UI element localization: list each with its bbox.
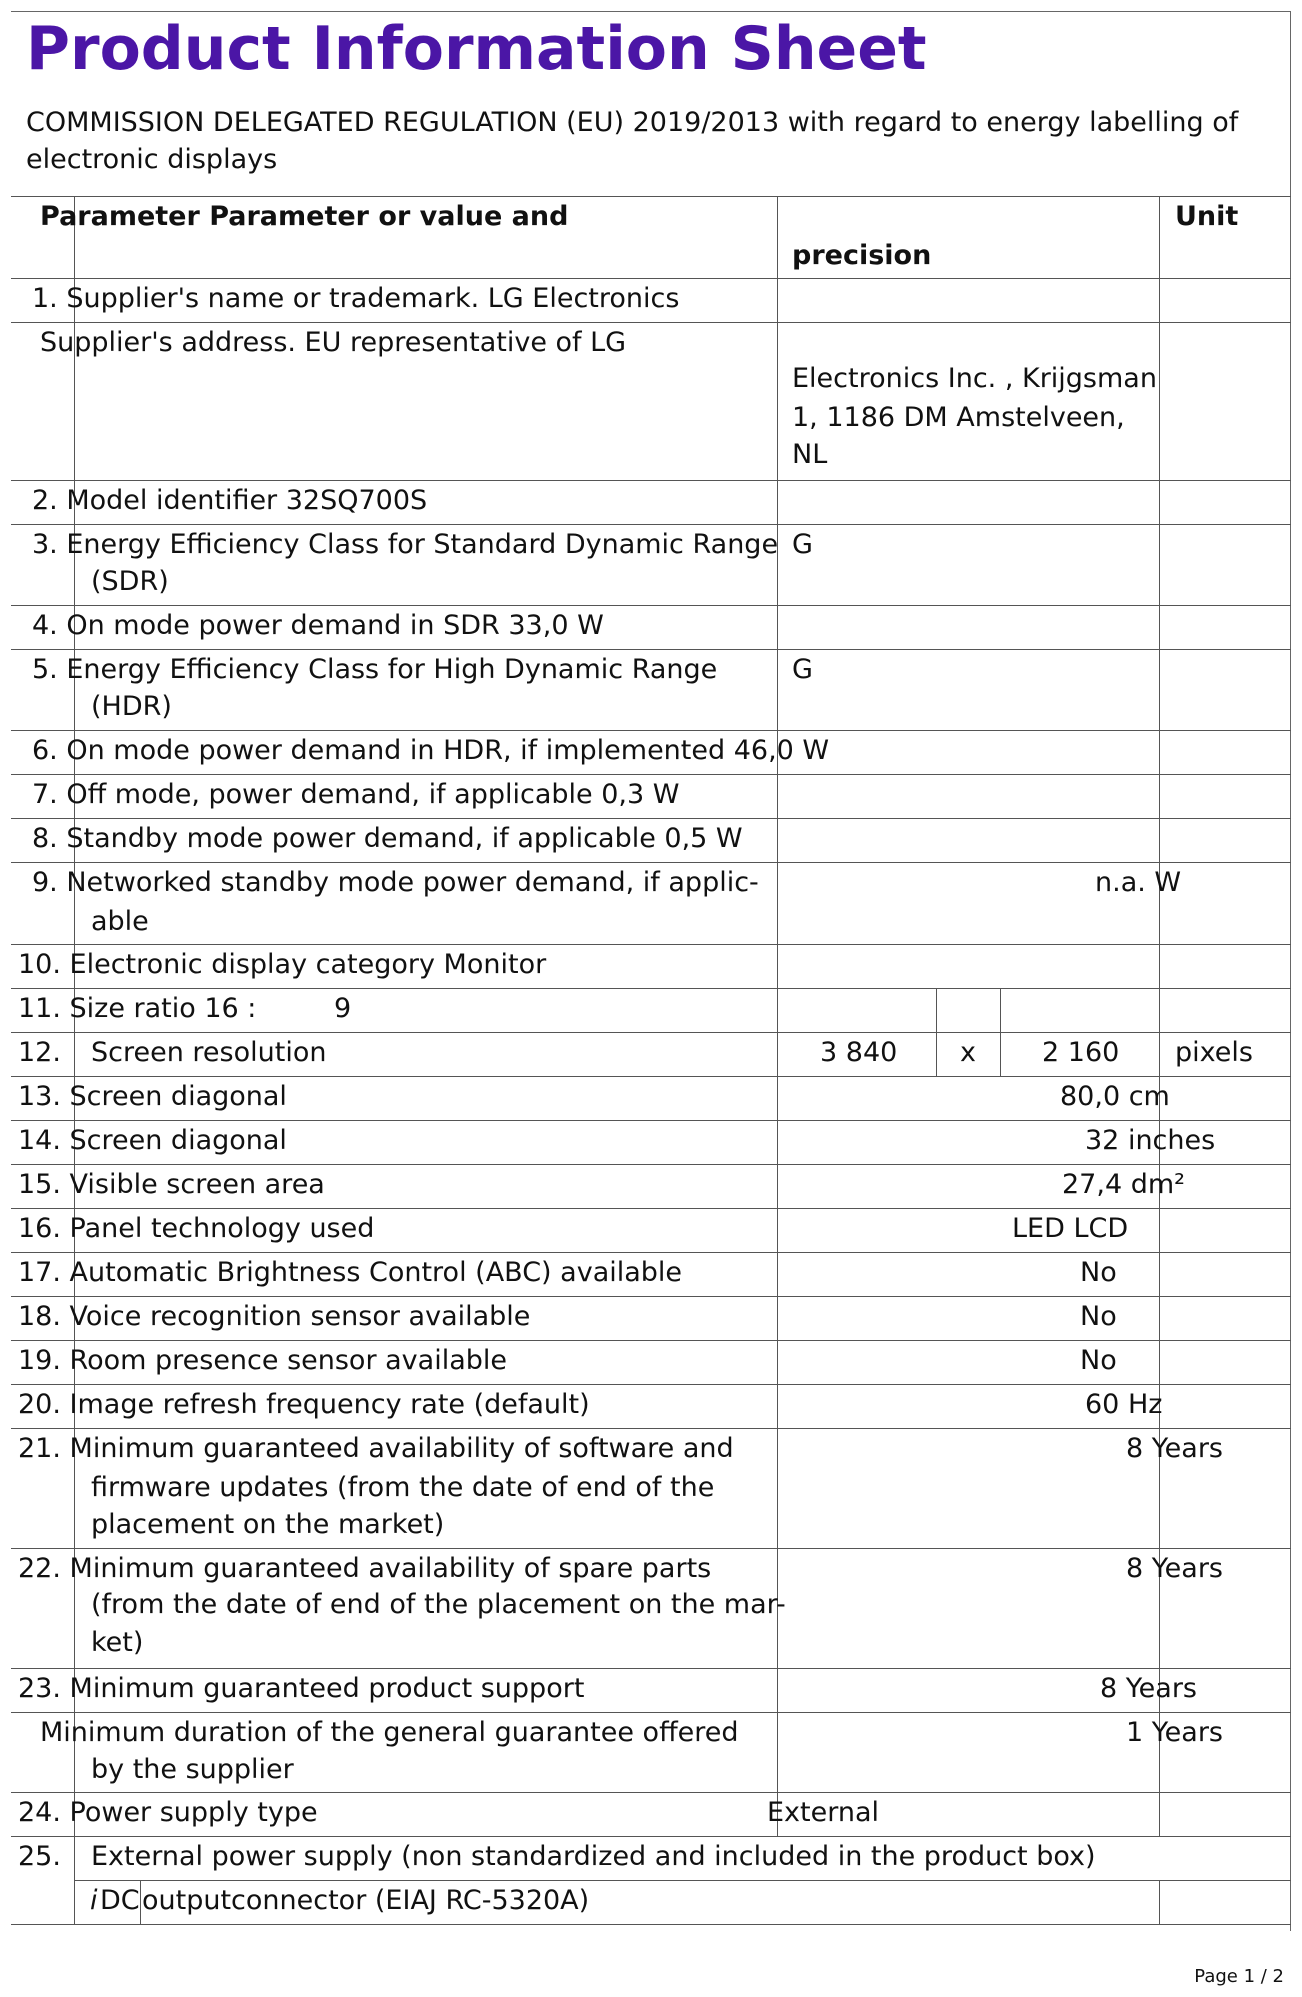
table-rule bbox=[11, 480, 1291, 481]
table-rule bbox=[11, 1208, 1291, 1209]
table-rule bbox=[11, 862, 1291, 863]
row-energy-class-hdr-cont: (HDR) bbox=[91, 691, 172, 722]
row-screen-diagonal-cm: 13. Screen diagonal bbox=[18, 1081, 287, 1112]
resolution-unit: pixels bbox=[1175, 1037, 1253, 1068]
table-rule bbox=[11, 1836, 1291, 1837]
table-rule bbox=[11, 1792, 1291, 1793]
row-guarantee-cont: by the supplier bbox=[91, 1754, 294, 1785]
dc-connector-i: i bbox=[90, 1885, 98, 1916]
row-software-updates-cont1: firmware updates (from the date of end of the bbox=[91, 1472, 715, 1503]
header-parameter: Parameter Parameter or value and bbox=[40, 201, 569, 232]
row-spare-parts-cont2: ket) bbox=[91, 1627, 144, 1658]
table-rule bbox=[11, 1340, 1291, 1341]
row-abc: 17. Automatic Brightness Control (ABC) available bbox=[18, 1257, 683, 1288]
dc-connector-dc: DC bbox=[100, 1885, 140, 1916]
row-external-psu-number: 25. bbox=[18, 1841, 61, 1872]
visible-area-value: 27,4 dm² bbox=[1062, 1169, 1185, 1200]
row-standby-mode: 8. Standby mode power demand, if applicable 0,5 W bbox=[32, 823, 743, 854]
dc-connector-text: outputconnector (EIAJ RC-5320A) bbox=[142, 1885, 590, 1916]
panel-technology-value: LED LCD bbox=[1012, 1213, 1129, 1244]
table-rule bbox=[11, 1712, 1291, 1713]
resolution-x: x bbox=[960, 1037, 976, 1068]
page-title: Product Information Sheet bbox=[26, 14, 927, 84]
energy-class-hdr-value: G bbox=[792, 654, 813, 685]
abc-value: No bbox=[1080, 1257, 1117, 1288]
table-rule bbox=[11, 1384, 1291, 1385]
table-rule bbox=[11, 1548, 1291, 1549]
row-visible-area: 15. Visible screen area bbox=[18, 1169, 325, 1200]
table-rule bbox=[11, 649, 1291, 650]
header-unit: Unit bbox=[1175, 201, 1239, 232]
row-software-updates: 21. Minimum guaranteed availability of software and bbox=[18, 1433, 734, 1464]
row-networked-standby-cont: able bbox=[91, 906, 149, 937]
table-rule bbox=[11, 1668, 1291, 1669]
table-rule bbox=[11, 1252, 1291, 1253]
table-col-rule bbox=[74, 196, 75, 1924]
row-energy-class-sdr-cont: (SDR) bbox=[91, 566, 169, 597]
table-rule bbox=[11, 196, 1291, 197]
page-subtitle: COMMISSION DELEGATED REGULATION (EU) 2019/2013 with regard to energy labelling of electronic displays bbox=[26, 107, 1239, 175]
row-model-identifier: 2. Model identifier 32SQ700S bbox=[32, 485, 428, 516]
row-spare-parts: 22. Minimum guaranteed availability of spare parts bbox=[18, 1553, 712, 1584]
row-power-supply-type: 24. Power supply type bbox=[18, 1797, 318, 1828]
row-spare-parts-cont1: (from the date of end of the placement on the mar- bbox=[91, 1589, 786, 1620]
row-product-support: 23. Minimum guaranteed product support bbox=[18, 1673, 585, 1704]
table-col-rule bbox=[936, 988, 937, 1076]
size-ratio-value: 9 bbox=[334, 993, 352, 1024]
table-col-rule bbox=[1159, 196, 1160, 1836]
row-energy-class-hdr: 5. Energy Efficiency Class for High Dynamic Range bbox=[32, 654, 718, 685]
row-power-hdr: 6. On mode power demand in HDR, if implemented 46,0 W bbox=[32, 735, 830, 766]
table-rule bbox=[11, 988, 1291, 989]
table-rule bbox=[11, 1076, 1291, 1077]
refresh-rate-value: 60 Hz bbox=[1085, 1389, 1163, 1420]
table-rule bbox=[11, 774, 1291, 775]
spare-parts-value: 8 Years bbox=[1126, 1553, 1223, 1584]
row-external-psu-text: External power supply (non standardized and included in the product box) bbox=[91, 1841, 1096, 1872]
presence-sensor-value: No bbox=[1080, 1345, 1117, 1376]
row-panel-technology: 16. Panel technology used bbox=[18, 1213, 375, 1244]
row-display-category: 10. Electronic display category Monitor bbox=[18, 949, 547, 980]
page-number: Page 1 / 2 bbox=[1194, 1966, 1284, 1987]
row-voice-sensor: 18. Voice recognition sensor available bbox=[18, 1301, 531, 1332]
table-rule bbox=[11, 605, 1291, 606]
row-presence-sensor: 19. Room presence sensor available bbox=[18, 1345, 508, 1376]
table-rule bbox=[11, 1296, 1291, 1297]
row-software-updates-cont2: placement on the market) bbox=[91, 1509, 445, 1540]
table-rule bbox=[11, 1428, 1291, 1429]
table-rule bbox=[11, 818, 1291, 819]
header-precision: precision bbox=[792, 240, 932, 271]
product-support-value: 8 Years bbox=[1100, 1673, 1197, 1704]
table-rule bbox=[11, 944, 1291, 945]
screen-diagonal-in-value: 32 inches bbox=[1085, 1125, 1216, 1156]
networked-standby-value: n.a. W bbox=[1095, 867, 1182, 898]
supplier-address-line1: Electronics Inc. , Krijgsman bbox=[792, 363, 1157, 394]
supplier-address-line3: NL bbox=[792, 439, 828, 470]
row-resolution-number: 12. bbox=[18, 1037, 61, 1068]
row-energy-class-sdr: 3. Energy Efficiency Class for Standard Dynamic Range bbox=[32, 529, 779, 560]
table-rule bbox=[11, 1120, 1291, 1121]
power-supply-type-value: External bbox=[767, 1797, 880, 1828]
table-rule bbox=[11, 322, 1291, 323]
software-updates-value: 8 Years bbox=[1126, 1433, 1223, 1464]
row-screen-diagonal-in: 14. Screen diagonal bbox=[18, 1125, 287, 1156]
row-guarantee: Minimum duration of the general guarantee offered bbox=[40, 1717, 739, 1748]
table-rule bbox=[11, 1032, 1291, 1033]
row-supplier-name: 1. Supplier's name or trademark. LG Electronics bbox=[32, 283, 680, 314]
energy-class-sdr-value: G bbox=[792, 529, 813, 560]
table-rule bbox=[11, 1164, 1291, 1165]
table-rule bbox=[11, 730, 1291, 731]
resolution-width: 3 840 bbox=[820, 1037, 898, 1068]
guarantee-value: 1 Years bbox=[1126, 1717, 1223, 1748]
row-supplier-address-label: Supplier's address. EU representative of LG bbox=[40, 327, 627, 358]
screen-diagonal-cm-value: 80,0 cm bbox=[1060, 1081, 1170, 1112]
row-resolution-label: Screen resolution bbox=[91, 1037, 327, 1068]
supplier-address-line2: 1, 1186 DM Amstelveen, bbox=[792, 402, 1125, 433]
table-col-rule bbox=[1159, 1880, 1160, 1924]
table-rule bbox=[11, 524, 1291, 525]
row-networked-standby: 9. Networked standby mode power demand, if applic- bbox=[32, 867, 759, 898]
table-col-rule bbox=[1000, 988, 1001, 1076]
row-refresh-rate: 20. Image refresh frequency rate (default) bbox=[18, 1389, 590, 1420]
table-rule bbox=[11, 278, 1291, 279]
table-rule bbox=[11, 1924, 1291, 1925]
voice-sensor-value: No bbox=[1080, 1301, 1117, 1332]
row-power-sdr: 4. On mode power demand in SDR 33,0 W bbox=[32, 610, 604, 641]
table-rule bbox=[74, 1880, 1291, 1881]
table-col-rule bbox=[140, 1880, 141, 1924]
row-off-mode: 7. Off mode, power demand, if applicable 0,3 W bbox=[32, 779, 680, 810]
resolution-height: 2 160 bbox=[1042, 1037, 1120, 1068]
row-size-ratio: 11. Size ratio 16 : bbox=[18, 993, 257, 1024]
